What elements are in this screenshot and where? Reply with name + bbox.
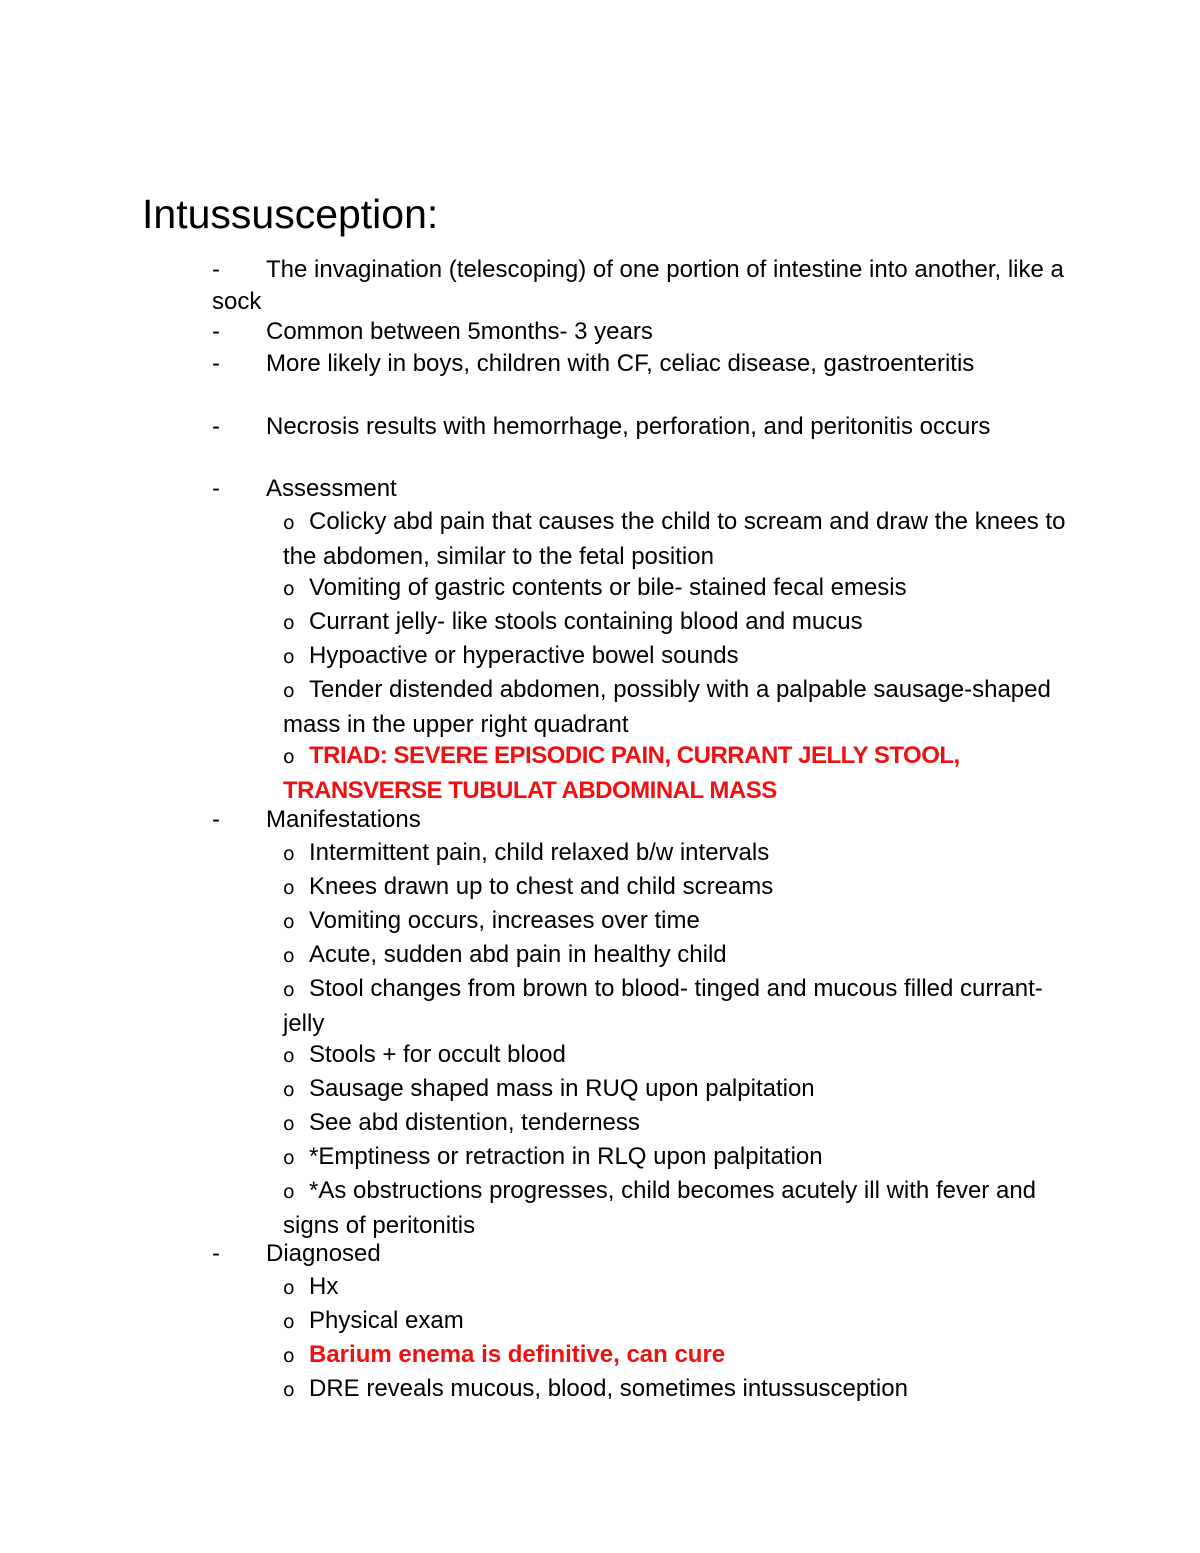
sub-item [283, 870, 1083, 905]
circle-bullet-icon: o [283, 979, 295, 1001]
list-item-assessment [212, 473, 1112, 505]
circle-bullet-icon: o [283, 646, 295, 668]
sub-item [283, 1174, 1083, 1243]
sub-item-text: Currant jelly- like stools containing blood and mucus [309, 608, 863, 635]
sub-item [283, 505, 1083, 574]
triad-highlight-text: TRIAD: SEVERE EPISODIC PAIN, CURRANT JELLY STOOL, TRANSVERSE TUBULAT ABDOMINAL MASS [283, 742, 960, 804]
sub-item [283, 1038, 1083, 1073]
list-item-definition [212, 254, 1112, 318]
dash-marker: - [212, 318, 220, 345]
sub-item [283, 1072, 1083, 1107]
circle-bullet-icon: o [283, 1379, 295, 1401]
sub-item-text: See abd distention, tenderness [309, 1109, 640, 1136]
circle-bullet-icon: o [283, 877, 295, 899]
sub-item-barium [283, 1338, 1083, 1373]
sub-item-text: *Emptiness or retraction in RLQ upon palpitation [309, 1143, 823, 1170]
sub-item [283, 938, 1083, 973]
list-item-necrosis [212, 411, 1112, 443]
circle-bullet-icon: o [283, 1079, 295, 1101]
list-item-diagnosed [212, 1238, 1112, 1270]
circle-bullet-icon: o [283, 612, 295, 634]
sub-item [283, 571, 1083, 606]
page-title: Intussusception: [142, 191, 439, 237]
sub-item [283, 639, 1083, 674]
sub-item-text: Stools + for occult blood [309, 1041, 566, 1068]
item-text: Assessment [266, 475, 397, 502]
sub-item-text: Intermittent pain, child relaxed b/w intervals [309, 839, 770, 866]
item-text: Diagnosed [266, 1240, 381, 1267]
barium-highlight-text: Barium enema is definitive, can cure [309, 1341, 726, 1368]
sub-item-text: Hx [309, 1273, 339, 1300]
sub-item-text: Colicky abd pain that causes the child to scream and draw the knees to the abdomen, similar to the fetal position [283, 508, 1066, 570]
sub-item-text: DRE reveals mucous, blood, sometimes intussusception [309, 1375, 908, 1402]
circle-bullet-icon: o [283, 1277, 295, 1299]
circle-bullet-icon: o [283, 1181, 295, 1203]
list-item-risk [212, 348, 1112, 380]
circle-bullet-icon: o [283, 680, 295, 702]
dash-marker: - [212, 350, 220, 377]
sub-item-text: Sausage shaped mass in RUQ upon palpitation [309, 1075, 815, 1102]
sub-item [283, 605, 1083, 640]
sub-item-text: Acute, sudden abd pain in healthy child [309, 941, 727, 968]
circle-bullet-icon: o [283, 1311, 295, 1333]
list-item-manifestations [212, 804, 1112, 836]
dash-marker: - [212, 475, 220, 502]
sub-item-text: Vomiting occurs, increases over time [309, 907, 700, 934]
sub-item [283, 1270, 1083, 1305]
circle-bullet-icon: o [283, 843, 295, 865]
circle-bullet-icon: o [283, 746, 295, 768]
circle-bullet-icon: o [283, 512, 295, 534]
circle-bullet-icon: o [283, 911, 295, 933]
dash-marker: - [212, 413, 220, 440]
sub-item [283, 1372, 1083, 1407]
sub-item [283, 1304, 1083, 1339]
sub-item [283, 836, 1083, 871]
sub-item [283, 972, 1083, 1041]
sub-item-triad [283, 739, 1083, 808]
sub-item-text: Hypoactive or hyperactive bowel sounds [309, 642, 739, 669]
dash-marker: - [212, 1240, 220, 1267]
item-text: The invagination (telescoping) of one portion of intestine into another, like a sock [212, 256, 1064, 315]
sub-item [283, 904, 1083, 939]
sub-item [283, 673, 1083, 742]
circle-bullet-icon: o [283, 1147, 295, 1169]
dash-marker: - [212, 806, 220, 833]
list-item-age [212, 316, 1112, 348]
item-text: Manifestations [266, 806, 421, 833]
circle-bullet-icon: o [283, 945, 295, 967]
sub-item-text: *As obstructions progresses, child becomes acutely ill with fever and signs of peritonitis [283, 1177, 1037, 1239]
dash-marker: - [212, 256, 220, 283]
sub-item [283, 1106, 1083, 1141]
sub-item-text: Stool changes from brown to blood- tinged and mucous filled currant- jelly [283, 975, 1043, 1037]
sub-item [283, 1140, 1083, 1175]
circle-bullet-icon: o [283, 1045, 295, 1067]
circle-bullet-icon: o [283, 1345, 295, 1367]
sub-item-text: Vomiting of gastric contents or bile- stained fecal emesis [309, 574, 907, 601]
circle-bullet-icon: o [283, 1113, 295, 1135]
sub-item-text: Physical exam [309, 1307, 464, 1334]
circle-bullet-icon: o [283, 578, 295, 600]
sub-item-text: Tender distended abdomen, possibly with a palpable sausage-shaped mass in the upper right quadrant [283, 676, 1051, 738]
sub-item-text: Knees drawn up to chest and child screams [309, 873, 774, 900]
item-text: More likely in boys, children with CF, celiac disease, gastroenteritis [266, 350, 975, 377]
item-text: Necrosis results with hemorrhage, perforation, and peritonitis occurs [266, 413, 991, 440]
item-text: Common between 5months- 3 years [266, 318, 653, 345]
